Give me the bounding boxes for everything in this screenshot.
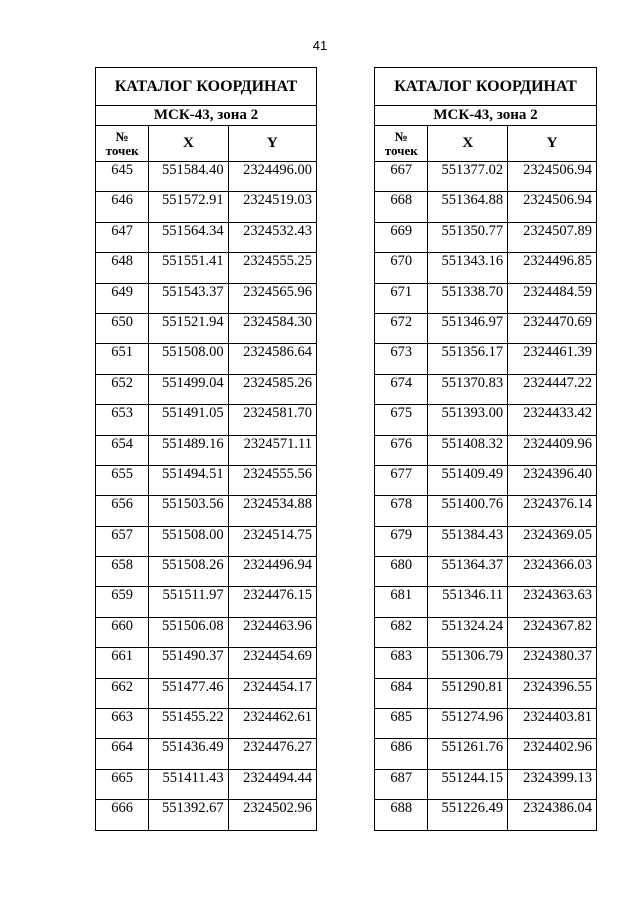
column-header-number-sign: № <box>115 128 129 144</box>
x-coordinate-cell: 551356.17 <box>428 344 508 374</box>
table-row <box>96 435 317 465</box>
y-coordinate-cell: 2324581.70 <box>228 405 316 435</box>
x-coordinate-cell: 551572.91 <box>149 192 228 222</box>
y-coordinate-cell: 2324454.17 <box>228 678 316 708</box>
y-coordinate-cell: 2324532.43 <box>228 222 316 252</box>
table-row <box>96 192 317 222</box>
point-number-cell: 674 <box>375 374 428 404</box>
coordinate-catalog-table-right <box>374 67 597 831</box>
y-coordinate-cell: 2324366.03 <box>508 557 597 587</box>
table-row <box>96 587 317 617</box>
point-number-cell: 654 <box>96 435 149 465</box>
x-coordinate-cell: 551324.24 <box>428 617 508 647</box>
point-number-cell: 684 <box>375 678 428 708</box>
x-coordinate-cell: 551393.00 <box>428 405 508 435</box>
y-coordinate-cell: 2324484.59 <box>508 283 597 313</box>
point-number-cell: 661 <box>96 648 149 678</box>
x-coordinate-cell: 551489.16 <box>149 435 228 465</box>
x-coordinate-cell: 551384.43 <box>428 526 508 556</box>
table-row <box>96 678 317 708</box>
x-coordinate-cell: 551521.94 <box>149 313 228 343</box>
y-coordinate-cell: 2324403.81 <box>508 709 597 739</box>
y-coordinate-cell: 2324494.44 <box>228 769 316 799</box>
table-row <box>96 617 317 647</box>
x-coordinate-cell: 551408.32 <box>428 435 508 465</box>
table-row <box>375 344 597 374</box>
point-number-cell: 667 <box>375 162 428 192</box>
y-coordinate-cell: 2324519.03 <box>228 192 316 222</box>
x-coordinate-cell: 551506.08 <box>149 617 228 647</box>
x-coordinate-cell: 551392.67 <box>149 800 228 830</box>
x-coordinate-cell: 551511.97 <box>149 587 228 617</box>
coordinate-system: МСК-43, зона 2 <box>375 106 597 126</box>
y-coordinate-cell: 2324396.55 <box>508 678 597 708</box>
point-number-cell: 647 <box>96 222 149 252</box>
y-coordinate-cell: 2324399.13 <box>508 769 597 799</box>
y-coordinate-cell: 2324386.04 <box>508 800 597 830</box>
table-row <box>96 526 317 556</box>
table-row <box>375 405 597 435</box>
table-row <box>375 496 597 526</box>
table-row <box>375 800 597 830</box>
table-row <box>375 435 597 465</box>
point-number-cell: 688 <box>375 800 428 830</box>
table-row <box>96 313 317 343</box>
y-coordinate-cell: 2324555.25 <box>228 253 316 283</box>
point-number-cell: 682 <box>375 617 428 647</box>
catalog-title: КАТАЛОГ КООРДИНАТ <box>96 68 317 106</box>
column-header-point-number <box>96 126 149 162</box>
point-number-cell: 670 <box>375 253 428 283</box>
point-number-cell: 655 <box>96 465 149 495</box>
y-coordinate-cell: 2324496.94 <box>228 557 316 587</box>
x-coordinate-cell: 551274.96 <box>428 709 508 739</box>
y-coordinate-cell: 2324369.05 <box>508 526 597 556</box>
y-coordinate-cell: 2324506.94 <box>508 192 597 222</box>
table-row <box>375 739 597 769</box>
table-row <box>375 222 597 252</box>
table-row <box>96 739 317 769</box>
table-row <box>375 678 597 708</box>
point-number-cell: 686 <box>375 739 428 769</box>
column-header-y: Y <box>228 126 316 162</box>
page-number: 41 <box>312 38 328 53</box>
table-row <box>375 526 597 556</box>
point-number-cell: 659 <box>96 587 149 617</box>
table-row <box>96 374 317 404</box>
x-coordinate-cell: 551584.40 <box>149 162 228 192</box>
point-number-cell: 666 <box>96 800 149 830</box>
x-coordinate-cell: 551290.81 <box>428 678 508 708</box>
y-coordinate-cell: 2324363.63 <box>508 587 597 617</box>
point-number-cell: 678 <box>375 496 428 526</box>
table-row <box>375 283 597 313</box>
y-coordinate-cell: 2324402.96 <box>508 739 597 769</box>
table-row <box>96 253 317 283</box>
point-number-cell: 685 <box>375 709 428 739</box>
x-coordinate-cell: 551508.00 <box>149 526 228 556</box>
y-coordinate-cell: 2324476.15 <box>228 587 316 617</box>
x-coordinate-cell: 551346.97 <box>428 313 508 343</box>
y-coordinate-cell: 2324514.75 <box>228 526 316 556</box>
x-coordinate-cell: 551261.76 <box>428 739 508 769</box>
x-coordinate-cell: 551503.56 <box>149 496 228 526</box>
table-row <box>96 709 317 739</box>
y-coordinate-cell: 2324409.96 <box>508 435 597 465</box>
point-number-cell: 668 <box>375 192 428 222</box>
x-coordinate-cell: 551551.41 <box>149 253 228 283</box>
point-number-cell: 645 <box>96 162 149 192</box>
table-row <box>96 344 317 374</box>
y-coordinate-cell: 2324506.94 <box>508 162 597 192</box>
column-header-points-word: точек <box>384 142 418 158</box>
column-header-points-word: точек <box>105 142 139 158</box>
x-coordinate-cell: 551364.37 <box>428 557 508 587</box>
point-number-cell: 660 <box>96 617 149 647</box>
x-coordinate-cell: 551346.11 <box>428 587 508 617</box>
point-number-cell: 687 <box>375 769 428 799</box>
y-coordinate-cell: 2324534.88 <box>228 496 316 526</box>
point-number-cell: 683 <box>375 648 428 678</box>
y-coordinate-cell: 2324502.96 <box>228 800 316 830</box>
point-number-cell: 651 <box>96 344 149 374</box>
point-number-cell: 650 <box>96 313 149 343</box>
x-coordinate-cell: 551338.70 <box>428 283 508 313</box>
table-row <box>96 283 317 313</box>
x-coordinate-cell: 551490.37 <box>149 648 228 678</box>
y-coordinate-cell: 2324367.82 <box>508 617 597 647</box>
point-number-cell: 663 <box>96 709 149 739</box>
point-number-cell: 679 <box>375 526 428 556</box>
x-coordinate-cell: 551377.02 <box>428 162 508 192</box>
column-header-number-sign: № <box>394 128 408 144</box>
table-row <box>375 374 597 404</box>
x-coordinate-cell: 551364.88 <box>428 192 508 222</box>
x-coordinate-cell: 551244.15 <box>428 769 508 799</box>
table-row <box>375 162 597 192</box>
y-coordinate-cell: 2324461.39 <box>508 344 597 374</box>
table-row <box>375 192 597 222</box>
table-row <box>375 465 597 495</box>
point-number-cell: 680 <box>375 557 428 587</box>
x-coordinate-cell: 551455.22 <box>149 709 228 739</box>
column-header-x: X <box>428 126 508 162</box>
x-coordinate-cell: 551350.77 <box>428 222 508 252</box>
point-number-cell: 665 <box>96 769 149 799</box>
table-row <box>375 709 597 739</box>
point-number-cell: 648 <box>96 253 149 283</box>
table-body <box>96 162 317 831</box>
table-row <box>375 617 597 647</box>
point-number-cell: 669 <box>375 222 428 252</box>
table-body <box>375 162 597 831</box>
y-coordinate-cell: 2324565.96 <box>228 283 316 313</box>
y-coordinate-cell: 2324507.89 <box>508 222 597 252</box>
point-number-cell: 675 <box>375 405 428 435</box>
table-row <box>96 557 317 587</box>
x-coordinate-cell: 551494.51 <box>149 465 228 495</box>
point-number-cell: 657 <box>96 526 149 556</box>
table-row <box>375 769 597 799</box>
column-header-point-number <box>375 126 428 162</box>
y-coordinate-cell: 2324496.00 <box>228 162 316 192</box>
point-number-cell: 649 <box>96 283 149 313</box>
x-coordinate-cell: 551409.49 <box>428 465 508 495</box>
y-coordinate-cell: 2324433.42 <box>508 405 597 435</box>
table-row <box>96 162 317 192</box>
coordinate-catalog-table-left <box>95 67 317 831</box>
y-coordinate-cell: 2324463.96 <box>228 617 316 647</box>
table-row <box>96 800 317 830</box>
x-coordinate-cell: 551477.46 <box>149 678 228 708</box>
point-number-cell: 677 <box>375 465 428 495</box>
table-row <box>375 648 597 678</box>
x-coordinate-cell: 551343.16 <box>428 253 508 283</box>
y-coordinate-cell: 2324380.37 <box>508 648 597 678</box>
x-coordinate-cell: 551543.37 <box>149 283 228 313</box>
y-coordinate-cell: 2324454.69 <box>228 648 316 678</box>
column-header-x: X <box>149 126 228 162</box>
point-number-cell: 673 <box>375 344 428 374</box>
table-row <box>96 648 317 678</box>
y-coordinate-cell: 2324376.14 <box>508 496 597 526</box>
point-number-cell: 653 <box>96 405 149 435</box>
x-coordinate-cell: 551491.05 <box>149 405 228 435</box>
x-coordinate-cell: 551400.76 <box>428 496 508 526</box>
y-coordinate-cell: 2324496.85 <box>508 253 597 283</box>
table-row <box>375 557 597 587</box>
point-number-cell: 652 <box>96 374 149 404</box>
x-coordinate-cell: 551564.34 <box>149 222 228 252</box>
y-coordinate-cell: 2324584.30 <box>228 313 316 343</box>
y-coordinate-cell: 2324476.27 <box>228 739 316 769</box>
x-coordinate-cell: 551499.04 <box>149 374 228 404</box>
y-coordinate-cell: 2324470.69 <box>508 313 597 343</box>
table-row <box>96 496 317 526</box>
y-coordinate-cell: 2324586.64 <box>228 344 316 374</box>
y-coordinate-cell: 2324585.26 <box>228 374 316 404</box>
point-number-cell: 681 <box>375 587 428 617</box>
x-coordinate-cell: 551226.49 <box>428 800 508 830</box>
y-coordinate-cell: 2324447.22 <box>508 374 597 404</box>
x-coordinate-cell: 551436.49 <box>149 739 228 769</box>
y-coordinate-cell: 2324396.40 <box>508 465 597 495</box>
point-number-cell: 672 <box>375 313 428 343</box>
table-row <box>375 587 597 617</box>
table-row <box>96 222 317 252</box>
point-number-cell: 671 <box>375 283 428 313</box>
point-number-cell: 662 <box>96 678 149 708</box>
table-row <box>96 405 317 435</box>
y-coordinate-cell: 2324555.56 <box>228 465 316 495</box>
point-number-cell: 646 <box>96 192 149 222</box>
y-coordinate-cell: 2324462.61 <box>228 709 316 739</box>
point-number-cell: 656 <box>96 496 149 526</box>
coordinate-system: МСК-43, зона 2 <box>96 106 317 126</box>
table-row <box>96 465 317 495</box>
point-number-cell: 664 <box>96 739 149 769</box>
table-row <box>375 253 597 283</box>
x-coordinate-cell: 551306.79 <box>428 648 508 678</box>
table-row <box>96 769 317 799</box>
point-number-cell: 676 <box>375 435 428 465</box>
x-coordinate-cell: 551411.43 <box>149 769 228 799</box>
point-number-cell: 658 <box>96 557 149 587</box>
x-coordinate-cell: 551508.00 <box>149 344 228 374</box>
y-coordinate-cell: 2324571.11 <box>228 435 316 465</box>
x-coordinate-cell: 551508.26 <box>149 557 228 587</box>
table-row <box>375 313 597 343</box>
column-header-y: Y <box>508 126 597 162</box>
catalog-title: КАТАЛОГ КООРДИНАТ <box>375 68 597 106</box>
x-coordinate-cell: 551370.83 <box>428 374 508 404</box>
